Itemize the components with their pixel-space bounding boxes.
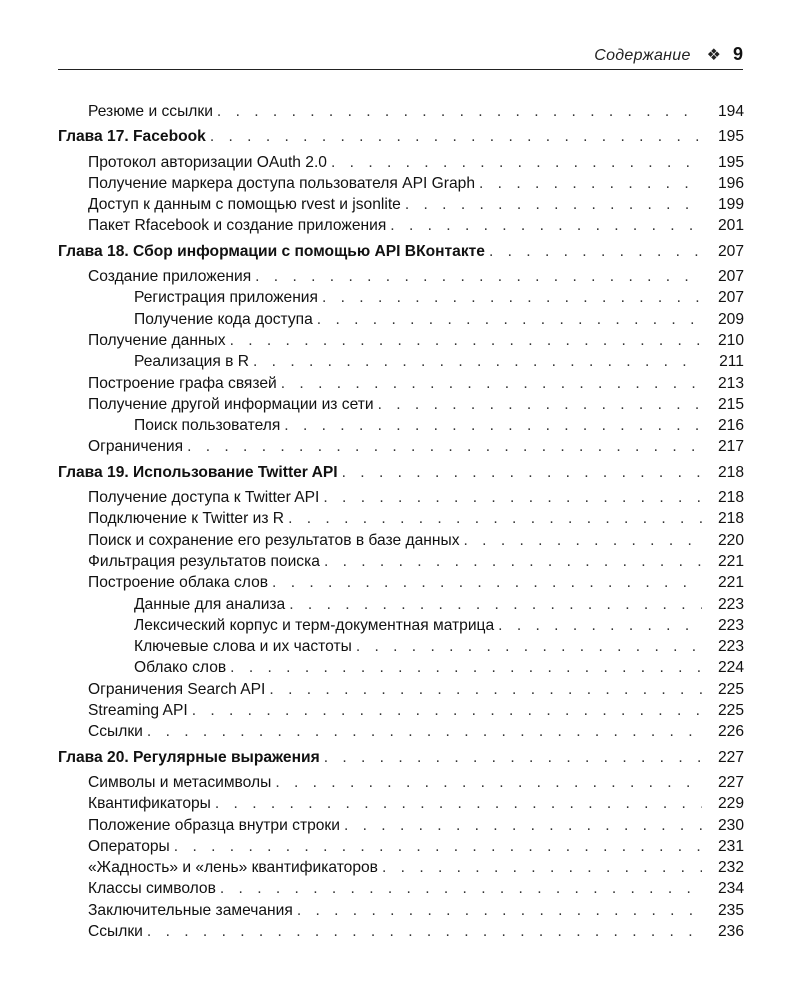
toc-page-number: 223 (717, 616, 744, 634)
toc-entry-row[interactable] (58, 436, 744, 457)
dot-leader (405, 194, 702, 215)
toc-entry-row[interactable] (58, 857, 744, 878)
table-of-contents (58, 101, 744, 942)
dot-leader (230, 330, 702, 351)
toc-entry-title: Резюме и ссылки (88, 103, 213, 120)
toc-entry-title: Получение доступа к Twitter API (88, 489, 320, 507)
toc-entry-row[interactable] (58, 700, 744, 721)
toc-page-number: 221 (717, 552, 744, 570)
dot-leader (210, 126, 702, 147)
toc-page-number: 229 (717, 795, 744, 813)
toc-entry-title: Получение другой информации из сети (88, 395, 374, 413)
dot-leader (255, 266, 702, 287)
toc-entry-title: Ограничения (88, 438, 184, 456)
dot-leader (253, 351, 702, 372)
dot-leader (331, 152, 702, 173)
toc-entry-title: Символы и метасимволы (88, 773, 272, 791)
toc-entry-title: Доступ к данным с помощью rvest и jsonlite (88, 196, 401, 214)
dot-leader (187, 436, 702, 457)
toc-entry-title: Пакет Rfacebook и создание приложения (88, 217, 387, 235)
toc-entry-row[interactable] (58, 194, 744, 215)
dot-leader (272, 572, 702, 593)
toc-page-number: 224 (717, 659, 744, 677)
toc-page-number: 215 (717, 395, 744, 413)
dot-leader (498, 615, 702, 636)
toc-page-number: 207 (717, 268, 744, 286)
header-title: Содержание (594, 47, 691, 64)
toc-entry-row[interactable] (58, 373, 744, 394)
toc-entry-title: Данные для анализа (134, 595, 286, 613)
toc-entry-row[interactable] (58, 152, 744, 173)
toc-page-number: 235 (717, 901, 744, 919)
toc-page-number: 209 (717, 310, 744, 328)
toc-page-number: 220 (717, 531, 744, 549)
dot-leader (284, 415, 702, 436)
toc-page-number: 223 (717, 595, 744, 613)
toc-page-number: 227 (717, 748, 744, 766)
toc-page-number: 232 (717, 859, 744, 877)
toc-entry-title: Лексический корпус и терм-документная матрица (134, 616, 495, 634)
toc-entry-title: Классы символов (88, 880, 216, 898)
dot-leader (269, 679, 702, 700)
toc-page-number: 216 (717, 417, 744, 435)
toc-page-number: 195 (717, 128, 744, 146)
toc-entry-row[interactable] (58, 173, 744, 194)
toc-entry-title: Глава 17. Facebook (58, 128, 206, 146)
dot-leader (344, 815, 702, 836)
toc-page-number: 213 (717, 374, 744, 392)
toc-entry-title: «Жадность» и «лень» квантификаторов (88, 859, 378, 877)
dot-leader (288, 508, 702, 529)
toc-page-number: 230 (717, 816, 744, 834)
toc-entry-title: Ключевые слова и их частоты (134, 638, 352, 656)
dot-leader (217, 101, 702, 122)
toc-page-number: 199 (717, 196, 744, 214)
toc-entry-title: Регистрация приложения (134, 289, 318, 307)
toc-entry-title: Облако слов (134, 659, 227, 677)
toc-entry-row[interactable] (58, 878, 744, 899)
toc-entry-title: Построение графа связей (88, 374, 277, 392)
toc-entry-title: Глава 20. Регулярные выражения (58, 748, 320, 766)
toc-entry-title: Квантификаторы (88, 795, 211, 813)
dot-leader (215, 793, 702, 814)
toc-page-number: 218 (717, 489, 744, 507)
dot-leader (220, 878, 702, 899)
toc-entry-row[interactable] (58, 215, 744, 236)
toc-entry-row[interactable] (58, 815, 744, 836)
toc-entry-row[interactable] (58, 679, 744, 700)
toc-page-number: 210 (717, 331, 744, 349)
toc-entry-row[interactable] (58, 508, 744, 529)
toc-page-number: 195 (717, 153, 744, 171)
toc-page-number: 227 (717, 773, 744, 791)
toc-chapter-row[interactable] (58, 241, 744, 262)
dot-leader (324, 551, 702, 572)
toc-entry-title: Операторы (88, 837, 170, 855)
toc-entry-row[interactable] (58, 594, 744, 615)
toc-entry-row[interactable] (58, 721, 744, 742)
toc-chapter-row[interactable] (58, 747, 744, 768)
toc-entry-title: Подключение к Twitter из R (88, 510, 285, 528)
toc-page-number: 196 (717, 174, 744, 192)
toc-entry-title: Ограничения Search API (88, 680, 266, 698)
dot-leader (147, 721, 702, 742)
toc-entry-title: Ссылки (88, 723, 143, 741)
toc-entry-row[interactable] (58, 487, 744, 508)
toc-entry-row[interactable] (58, 836, 744, 857)
toc-entry-row[interactable] (58, 636, 744, 657)
toc-page-number: 223 (717, 638, 744, 656)
toc-entry-title: Протокол авторизации OAuth 2.0 (88, 153, 327, 171)
toc-entry-row[interactable] (58, 530, 744, 551)
toc-entry-row[interactable] (58, 793, 744, 814)
running-header (58, 44, 743, 70)
dot-leader (378, 394, 702, 415)
dot-leader (382, 857, 702, 878)
dot-leader (479, 173, 702, 194)
dot-leader (297, 900, 702, 921)
toc-entry-title: Глава 18. Сбор информации с помощью API ВКонтакте (58, 242, 485, 260)
toc-entry-title: Поиск пользователя (134, 417, 281, 435)
toc-entry-row[interactable] (58, 309, 744, 330)
toc-chapter-row[interactable] (58, 462, 744, 483)
toc-entry-title: Получение данных (88, 331, 226, 349)
dot-leader (192, 700, 702, 721)
toc-page-number: 225 (717, 702, 744, 720)
toc-entry-row[interactable] (58, 266, 744, 287)
toc-entry-title: Положение образца внутри строки (88, 816, 340, 834)
toc-page-number: 211 (719, 353, 744, 371)
toc-entry-row[interactable] (58, 101, 744, 122)
toc-entry-row[interactable] (58, 772, 744, 793)
dot-leader (230, 657, 702, 678)
toc-entry-title: Создание приложения (88, 268, 252, 286)
toc-page-number: 236 (717, 922, 744, 940)
toc-entry-title: Реализация в R (134, 353, 249, 371)
dot-leader (464, 530, 703, 551)
toc-entry-row[interactable] (58, 330, 744, 351)
ornament-icon: ❖ (706, 47, 721, 64)
toc-entry-row[interactable] (58, 351, 744, 372)
toc-entry-row[interactable] (58, 394, 744, 415)
toc-entry-row[interactable] (58, 572, 744, 593)
dot-leader (275, 772, 702, 793)
header-page-number: 9 (732, 44, 743, 64)
toc-entry-title: Построение облака слов (88, 574, 269, 592)
toc-entry-row[interactable] (58, 615, 744, 636)
toc-entry-title: Поиск и сохранение его результатов в базе данных (88, 531, 460, 549)
toc-entry-row[interactable] (58, 921, 744, 942)
toc-page-number: 225 (717, 680, 744, 698)
toc-entry-title: Получение маркера доступа пользователя API Graph (88, 174, 475, 192)
toc-page-number: 234 (717, 880, 744, 898)
toc-page-number: 194 (717, 103, 744, 120)
dot-leader (322, 287, 702, 308)
dot-leader (323, 487, 702, 508)
toc-entry-title: Получение кода доступа (134, 310, 313, 328)
dot-leader (174, 836, 702, 857)
toc-page-number: 201 (717, 217, 744, 235)
toc-page-number: 218 (717, 510, 744, 528)
toc-entry-row[interactable] (58, 415, 744, 436)
toc-entry-row[interactable] (58, 287, 744, 308)
toc-page-number: 221 (717, 574, 744, 592)
toc-chapter-row[interactable] (58, 126, 744, 147)
toc-entry-row[interactable] (58, 551, 744, 572)
dot-leader (324, 747, 702, 768)
toc-entry-title: Глава 19. Использование Twitter API (58, 463, 338, 481)
toc-page-number: 226 (717, 723, 744, 741)
toc-entry-title: Заключительные замечания (88, 901, 293, 919)
toc-entry-title: Фильтрация результатов поиска (88, 552, 320, 570)
dot-leader (390, 215, 702, 236)
toc-entry-title: Streaming API (88, 702, 188, 720)
dot-leader (342, 462, 702, 483)
toc-entry-title: Ссылки (88, 922, 143, 940)
toc-page-number: 207 (717, 289, 744, 307)
toc-page-number: 207 (717, 242, 744, 260)
toc-page-number: 231 (717, 837, 744, 855)
dot-leader (356, 636, 702, 657)
toc-entry-row[interactable] (58, 657, 744, 678)
toc-page-number: 217 (717, 438, 744, 456)
dot-leader (281, 373, 702, 394)
dot-leader (289, 594, 702, 615)
dot-leader (489, 241, 702, 262)
dot-leader (147, 921, 702, 942)
toc-page-number: 218 (717, 463, 744, 481)
dot-leader (317, 309, 702, 330)
toc-entry-row[interactable] (58, 900, 744, 921)
